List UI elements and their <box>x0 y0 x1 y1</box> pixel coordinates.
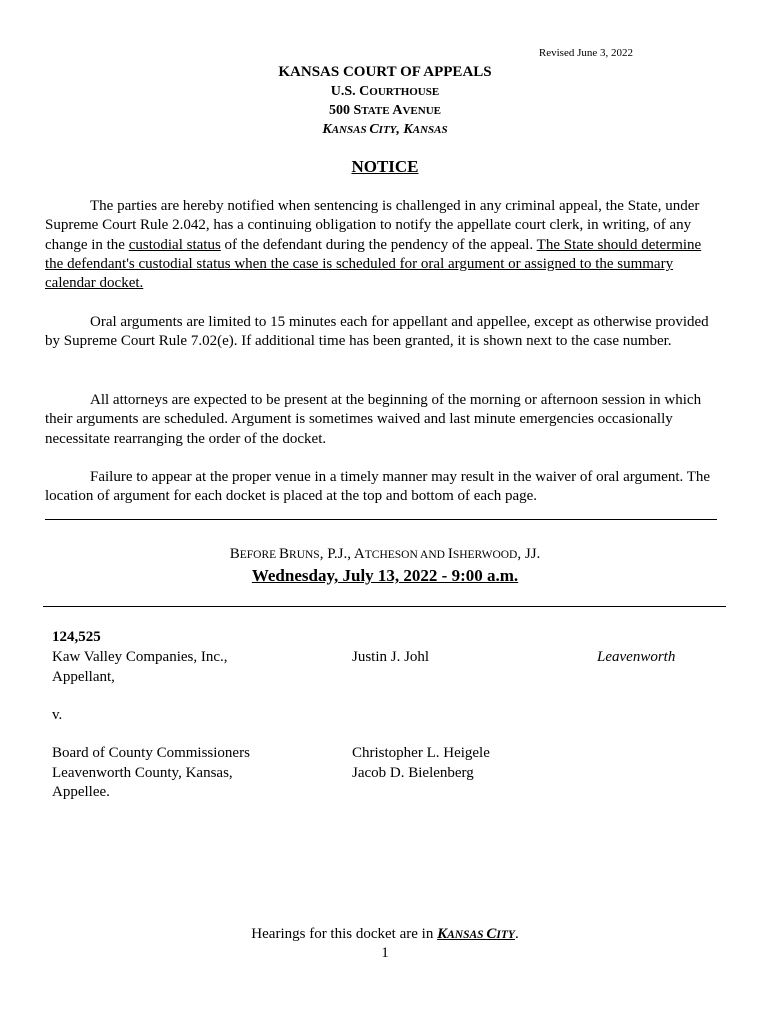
appellant-attorneys <box>352 648 429 668</box>
hearing-city <box>437 926 515 942</box>
footer-suffix: . <box>514 926 519 942</box>
street-num: 500 S <box>328 103 362 118</box>
panel-end: , JJ. <box>517 546 541 562</box>
panel-b4: I <box>447 546 453 562</box>
courthouse-rest: OURTHOUSE <box>369 86 440 98</box>
paragraph-oral-arguments <box>45 313 721 352</box>
street-mid: TATE <box>361 105 393 117</box>
street-address <box>0 103 770 119</box>
divider <box>43 606 726 607</box>
city-c1: K <box>322 122 332 137</box>
panel-r1: EFORE <box>239 549 280 561</box>
notice-title: NOTICE <box>351 157 419 176</box>
panel-r4: SHERWOOD <box>452 549 518 561</box>
paragraph-venue <box>45 468 721 507</box>
page-number: 1 <box>381 945 389 961</box>
p1-text-a: The parties are hereby notified when sentencing is challenged in any criminal appeal, the State, under Supreme Court Rule 2.042, has a continuing obligation to notify the appellate court clerk, in writing, of any change in the <box>45 198 700 253</box>
city-c3: K <box>403 122 413 137</box>
p1-text-b: of the defendant during the pendency of the appeal. <box>220 236 537 253</box>
footer-c1: K <box>437 926 448 942</box>
footer-c2: C <box>486 926 497 942</box>
session-date: Wednesday, July 13, 2022 - 9:00 a.m. <box>251 566 519 585</box>
paragraph-custodial-status <box>45 197 721 293</box>
paragraph-attorneys <box>45 391 721 449</box>
attorney-name: Christopher L. Heigele <box>352 745 490 761</box>
panel-b2: B <box>279 546 290 562</box>
city-r1: ANSAS <box>331 124 370 136</box>
courthouse-cap: U.S. C <box>330 84 370 99</box>
p1-underlined: The State should determine the defendant's custodial status when the case is scheduled for oral argument or assigned to the summary calendar docket. <box>45 236 702 292</box>
street-a2: A <box>392 103 403 118</box>
appellee-block <box>52 744 250 803</box>
p3-text: All attorneys are expected to be present at the beginning of the morning or afternoon session in which their arguments are scheduled. Argument is sometimes waived and last minute emergencies occasionally necessitate rearranging the order of the docket. <box>45 392 702 447</box>
street-rest: VENUE <box>402 105 441 117</box>
p4-text: Failure to appear at the proper venue in a timely manner may result in the waiver of oral argument. The location of argument for each docket is placed at the top and bottom of each page. <box>45 469 711 505</box>
courthouse-line <box>0 84 770 100</box>
footer-r1: ANSAS <box>447 929 487 941</box>
judges-panel <box>0 546 770 563</box>
footer-r2: ITY <box>496 929 515 941</box>
panel-b3: A <box>353 546 365 562</box>
appellee-role: Appellee. <box>52 784 110 800</box>
divider <box>45 519 717 520</box>
attorney-name: Justin J. Johl <box>352 649 430 665</box>
footer-prefix: Hearings for this docket are in <box>251 926 438 942</box>
appellant-name: Kaw Valley Companies, Inc., <box>52 649 228 665</box>
city-sep: , <box>396 122 404 137</box>
court-name: KANSAS COURT OF APPEALS <box>278 64 492 80</box>
custodial-status-term: custodial status <box>128 236 221 253</box>
appellant-role: Appellant, <box>52 668 115 685</box>
panel-mid: , P.J., <box>319 546 354 562</box>
city-state <box>0 122 770 138</box>
panel-r3: TCHESON AND <box>364 549 448 561</box>
appellee-name: Board of County Commissioners <box>52 745 250 761</box>
versus: v. <box>52 707 63 723</box>
city-c2: C <box>369 122 379 137</box>
p2-text: Oral arguments are limited to 15 minutes each for appellant and appellee, except as otherwise provided by Supreme Court Rule 7.02(e). If additional time has been granted, it is shown next to the case number. <box>45 314 709 350</box>
case-venue: Leavenworth <box>597 649 676 665</box>
hearing-location <box>0 926 770 943</box>
city-r2: ITY <box>378 124 397 136</box>
appellee-name-cont: Leavenworth County, Kansas, <box>52 764 233 781</box>
panel-b1: B <box>229 546 240 562</box>
panel-r2: RUNS <box>289 549 320 561</box>
appellee-attorneys <box>352 744 490 783</box>
case-number: 124,525 <box>52 629 101 645</box>
attorney-name: Jacob D. Bielenberg <box>352 764 474 781</box>
city-r3: ANSAS <box>412 124 448 136</box>
revised-date: Revised June 3, 2022 <box>538 47 633 59</box>
appellant-block <box>52 648 228 687</box>
